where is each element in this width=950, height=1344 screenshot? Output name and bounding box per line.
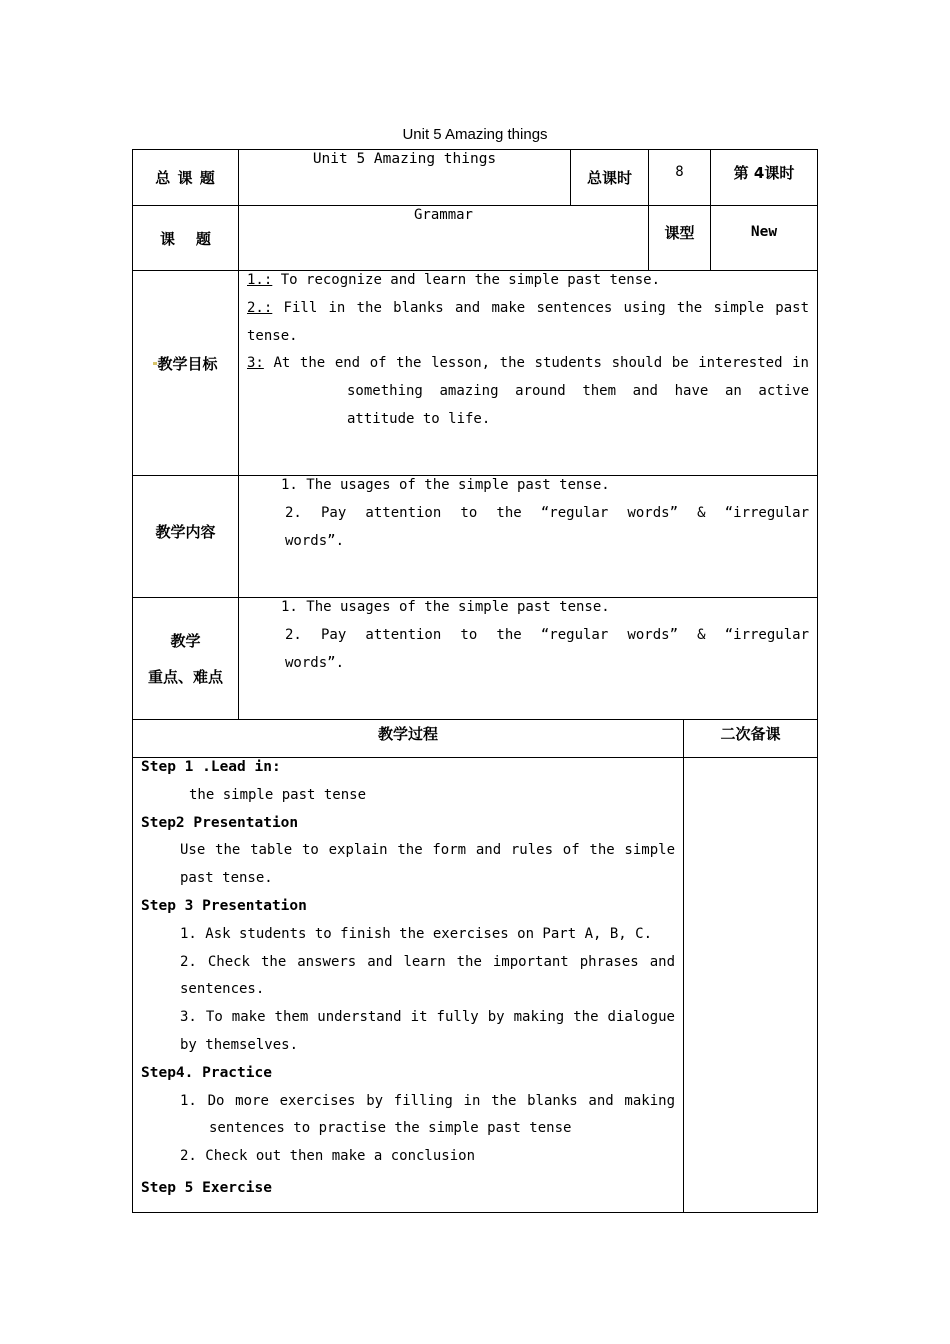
objective-continuation: attitude to life. (347, 410, 491, 427)
step-item: 2. Check out then make a conclusion (180, 1148, 476, 1165)
step-item: 1. Do more exercises by filling in the blanks and making (180, 1092, 675, 1109)
content-text (281, 472, 809, 555)
step-text: Use the table to explain the form and rules of the simple (180, 842, 675, 859)
total-hours-label: 总课时 (586, 169, 632, 187)
key-points-text (281, 594, 809, 677)
lesson-number: 第 4课时 (733, 163, 795, 182)
step-title: Step 5 Exercise (141, 1179, 272, 1196)
content-line: words”. (285, 532, 345, 549)
step-item: sentences. (180, 981, 265, 998)
objective-continuation: something amazing around them and have an active (347, 383, 809, 400)
objectives-label: 教学目标 (133, 271, 238, 455)
total-hours-value: 8 (675, 164, 684, 180)
key-points-line: 1. The usages of the simple past tense. (281, 599, 610, 615)
key-points-label (133, 598, 238, 719)
content-line: 1. The usages of the simple past tense. (281, 477, 610, 493)
document-title: Unit 5 Amazing things (402, 126, 548, 143)
step-text: past tense. (180, 870, 273, 887)
key-points-label-line: 重点、难点 (147, 667, 223, 686)
type-label: 课型 (664, 223, 695, 242)
step-title: Step 1 .Lead in: (141, 759, 281, 775)
objectives-list (247, 267, 809, 434)
step-title: Step 3 Presentation (141, 897, 307, 914)
step-title: Step4. Practice (141, 1064, 272, 1081)
step-item: by themselves. (180, 1036, 299, 1053)
process-body (141, 754, 675, 1203)
objective-continuation: tense. (247, 327, 298, 344)
lesson-label: 课 题 (160, 229, 211, 248)
step-item: 1. Ask students to finish the exercises on Part A, B, C. (180, 925, 653, 942)
step-item: 2. Check the answers and learn the important phrases and (180, 953, 675, 970)
step-text: the simple past tense (189, 786, 367, 803)
content-label: 教学内容 (155, 522, 216, 541)
column-divider (683, 719, 684, 1212)
key-points-label-line: 教学 (170, 631, 201, 650)
side-notes-header: 二次备课 (720, 724, 781, 743)
content-line: 2. Pay attention to the “regular words” & “irregular (285, 504, 809, 521)
type-value: New (750, 224, 778, 240)
step-title: Step2 Presentation (141, 814, 299, 831)
step-item: 3. To make them understand it fully by making the dialogue (180, 1009, 675, 1026)
topic-value: Unit 5 Amazing things (312, 151, 497, 167)
step-item: sentences to practise the simple past tense (209, 1120, 572, 1137)
topic-label: 总 课 题 (155, 169, 216, 187)
process-header: 教学过程 (377, 724, 438, 743)
key-points-line: 2. Pay attention to the “regular words” & “irregular (285, 626, 809, 643)
lesson-plan-table (132, 149, 818, 1213)
lesson-value: Grammar (413, 207, 473, 223)
objective-item: 2.: Fill in the blanks and make sentences using the simple past (247, 299, 809, 316)
objective-item: 1.: To recognize and learn the simple past tense. (247, 272, 661, 288)
objective-item: 3: At the end of the lesson, the students should be interested in (247, 355, 809, 372)
key-points-line: words”. (285, 654, 345, 671)
